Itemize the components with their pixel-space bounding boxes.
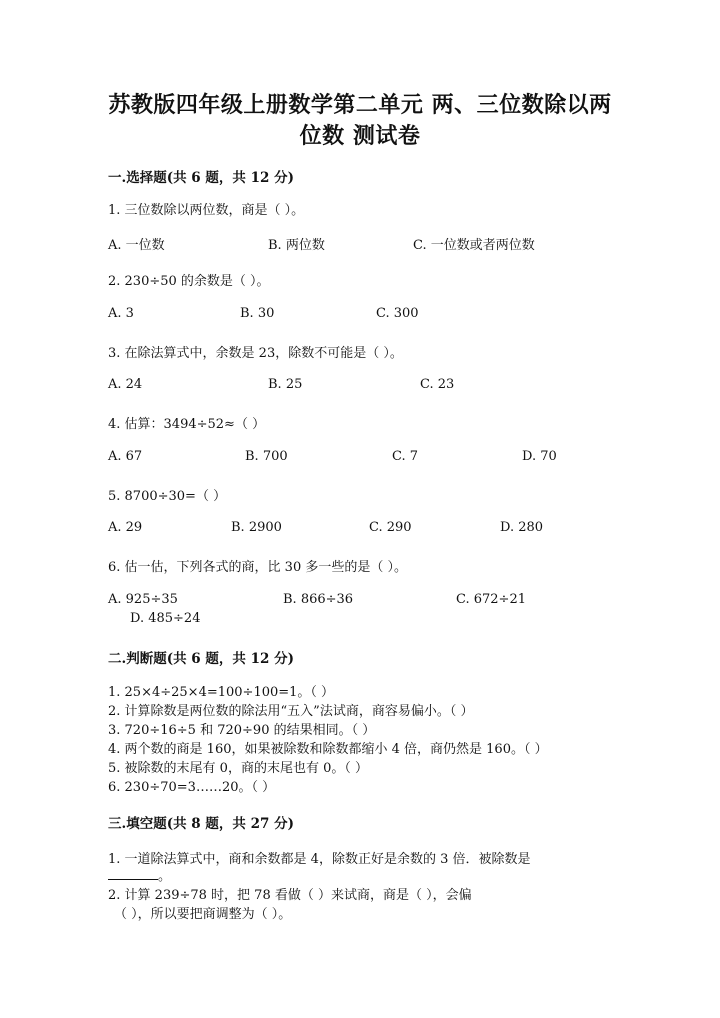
q3-option-c: C. 23 <box>420 377 455 392</box>
page-title-line1: 苏教版四年级上册数学第二单元 两、三位数除以两 <box>108 92 612 118</box>
q5-option-a: A. 29 <box>108 520 143 535</box>
question-6: 6. 估一估，下列各式的商，比 30 多一些的是（ ）。 <box>108 560 407 575</box>
fill-question-1-line1: 1. 一道除法算式中，商和余数都是 4，除数正好是余数的 3 倍．被除数是 <box>108 852 531 867</box>
q6-option-a: A. 925÷35 <box>108 592 178 607</box>
judge-item-3: 3. 720÷16÷5 和 720÷90 的结果相同。（ ） <box>108 723 376 738</box>
section-heading-fill: 三.填空题(共 8 题，共 27 分) <box>108 816 294 832</box>
judge-item-2: 2. 计算除数是两位数的除法用“五入”法试商，商容易偏小。（ ） <box>108 704 474 719</box>
q6-option-b: B. 866÷36 <box>283 592 354 607</box>
question-1: 1. 三位数除以两位数，商是（ ）。 <box>108 203 305 218</box>
q5-option-d: D. 280 <box>500 520 544 535</box>
q1-option-c: C. 一位数或者两位数 <box>413 238 535 253</box>
q5-option-b: B. 2900 <box>231 520 282 535</box>
q4-option-b: B. 700 <box>245 449 288 464</box>
q1-option-b: B. 两位数 <box>268 238 325 253</box>
q5-option-c: C. 290 <box>369 520 412 535</box>
question-3: 3. 在除法算式中，余数是 23，除数不可能是（ ）。 <box>108 346 403 361</box>
q1-option-a: A. 一位数 <box>108 238 165 253</box>
q4-option-c: C. 7 <box>392 449 419 464</box>
fill-question-2-line2: （ ），所以要把商调整为（ ）。 <box>114 907 292 922</box>
section-heading-choice: 一.选择题(共 6 题，共 12 分) <box>108 170 294 186</box>
q4-option-d: D. 70 <box>522 449 557 464</box>
q2-option-c: C. 300 <box>376 306 419 321</box>
section-heading-judge: 二.判断题(共 6 题，共 12 分) <box>108 651 294 667</box>
fill-question-2-line1: 2. 计算 239÷78 时，把 78 看做（ ）来试商，商是（ ），会偏 <box>108 888 472 903</box>
q6-option-d: D. 485÷24 <box>130 611 201 626</box>
question-2: 2. 230÷50 的余数是（ ）。 <box>108 274 270 289</box>
q6-option-c: C. 672÷21 <box>456 592 526 607</box>
question-4: 4. 估算：3494÷52≈（ ） <box>108 417 266 432</box>
q2-option-b: B. 30 <box>240 306 275 321</box>
question-5: 5. 8700÷30=（ ） <box>108 489 227 504</box>
judge-item-4: 4. 两个数的商是 160，如果被除数和除数都缩小 4 倍，商仍然是 160。（ ） <box>108 742 548 757</box>
fill-question-1-tail: 。 <box>158 869 172 884</box>
answer-blank[interactable] <box>108 867 158 880</box>
judge-item-6: 6. 230÷70=3……20。（ ） <box>108 780 276 795</box>
q3-option-b: B. 25 <box>268 377 303 392</box>
q2-option-a: A. 3 <box>108 306 134 321</box>
fill-question-1-line2 <box>108 865 171 884</box>
q4-option-a: A. 67 <box>108 449 143 464</box>
judge-item-1: 1. 25×4÷25×4=100÷100=1。（ ） <box>108 685 335 700</box>
judge-item-5: 5. 被除数的末尾有 0，商的末尾也有 0。（ ） <box>108 761 368 776</box>
q3-option-a: A. 24 <box>108 377 143 392</box>
page-title-line2: 位数 测试卷 <box>299 123 421 149</box>
